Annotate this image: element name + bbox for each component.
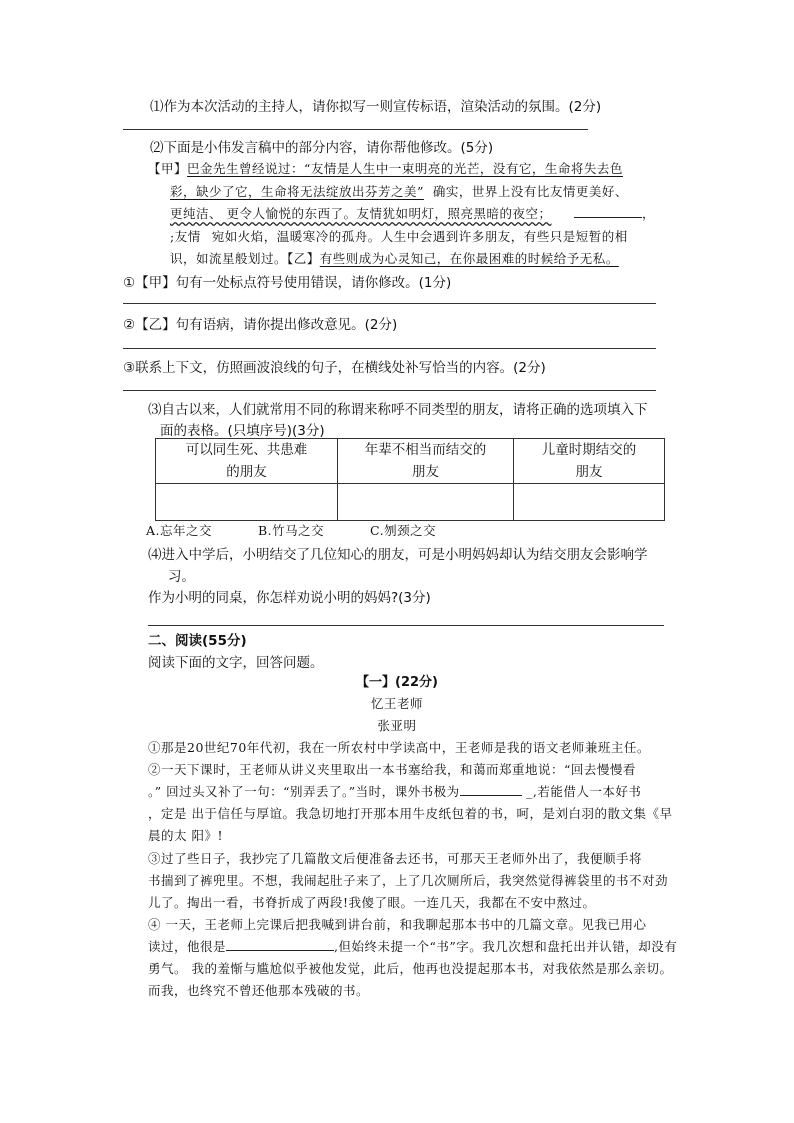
part-heading: 【一】(22分): [356, 675, 438, 690]
paragraph-2-line-4: 晨的太 阳》!: [148, 828, 223, 843]
fill-blank-2[interactable]: [205, 229, 207, 241]
fill-blank-3[interactable]: [460, 783, 522, 796]
paragraph-1: ①那是20世纪70年代初，我在一所农村中学读高中，王老师是我的语文老师兼班主任。: [148, 740, 650, 755]
question-3: ⑶自古以来，人们就常用不同的称谓来称呼不同类型的朋友，请将正确的选项填入下: [148, 402, 648, 418]
question-1: ⑴作为本次活动的主持人，请你拟写一则宣传标语，渲染活动的氛围。(2分): [150, 99, 602, 115]
friends-table: [155, 438, 665, 521]
passage-line-4: ;友情 宛如火焰，温暖寒冷的孤舟。人生中会遇到许多朋友，有些只是短暂的相: [170, 229, 628, 244]
option-b: B.竹马之交: [258, 523, 325, 538]
passage-line-3: 更纯洁、 更令人愉悦的东西了。友情犹如明灯，照亮黑暗的夜空； ，: [170, 206, 655, 221]
table-header-2: 年辈不相当而结交的 朋友: [338, 439, 514, 484]
sub-question-1: ①【甲】句有一处标点符号使用错误，请你修改。(1分): [123, 275, 452, 291]
passage-line-2: 彩，缺少了它，生命将无法绽放出芬芳之美” 确实，世界上没有比友情更美好、: [170, 184, 628, 199]
paragraph-2-line-2: 。” 回过头又补了一句：“别弄丢了。”当时，课外书极为 _,若能借人一本好书: [148, 784, 642, 799]
fill-blank-1[interactable]: [574, 205, 642, 218]
passage-line-1: 【甲】巴金先生曾经说过：“友情是人生中一束明亮的光芒，没有它，生命将失去色: [148, 161, 623, 176]
question-4: ⑷进入中学后，小明结交了几位知心的朋友，可是小明妈妈却认为结交朋友会影响学: [148, 547, 648, 563]
passage-line-5: 识，如流星般划过。【乙】有些则成为心灵知己，在你最困难的时候给予无私。: [170, 251, 619, 266]
paragraph-3-line-1: ③过了些日子，我抄完了几篇散文后便准备去还书，可那天王老师外出了，我便顺手将: [148, 851, 643, 866]
paragraph-2-line-3: ，定是 出于信任与厚谊。我急切地打开那本用牛皮纸包着的书，呵，是刘白羽的散文集《早: [148, 806, 673, 821]
option-a: A.忘年之交: [146, 523, 213, 538]
answer-line-3[interactable]: [123, 348, 656, 349]
sentence-yi: 有些则成为心灵知己，在你最困难的时候给予无私。: [319, 251, 619, 266]
table-answer-cell-3[interactable]: [514, 484, 665, 521]
paragraph-4-line-1: ④ 一天，王老师上完课后把我喊到讲台前，和我聊起那本书中的几篇文章。见我已用心: [148, 917, 647, 932]
reading-instruction: 阅读下面的文字，回答问题。: [148, 655, 324, 671]
question-4-cont: 习。: [168, 569, 195, 585]
question-2: ⑵下面是小伟发言稿中的部分内容，请你帮他修改。(5分): [150, 140, 494, 156]
answer-line-1[interactable]: [123, 129, 588, 130]
paragraph-4-line-4: 而我，也终究不曾还他那本残破的书。: [148, 983, 370, 998]
wavy-sentence: 更纯洁、 更令人愉悦的东西了。友情犹如明灯，照亮黑暗的夜空；: [170, 206, 552, 221]
paragraph-4-line-3: 勇气。 我的羞惭与尴尬似乎被他发觉，此后，他再也没提起那本书，对我依然是那么亲切。: [148, 961, 673, 976]
option-c: C.刎颈之交: [370, 523, 437, 538]
table-header-1: 可以同生死、共患难 的朋友: [156, 439, 338, 484]
paragraph-2-line-1: ②一天下课时，王老师从讲义夹里取出一本书塞给我，和蔼而郑重地说：“回去慢慢看: [148, 762, 636, 777]
article-author: 张亚明: [377, 718, 417, 733]
fill-blank-4[interactable]: [226, 938, 334, 951]
sub-question-3: ③联系上下文，仿照画波浪线的句子，在横线处补写恰当的内容。(2分): [123, 360, 546, 376]
answer-line-4[interactable]: [123, 390, 656, 391]
article-title: 忆王老师: [370, 696, 423, 711]
question-4-prompt: 作为小明的同桌，你怎样劝说小明的妈妈?(3分): [148, 590, 431, 606]
table-header-3: 儿童时期结交的 朋友: [514, 439, 665, 484]
paragraph-3-line-2: 书揣到了裤兜里。不想，我闹起肚子来了，上了几次厕所后，我突然觉得裤袋里的书不对劲: [148, 873, 669, 888]
table-answer-cell-1[interactable]: [156, 484, 338, 521]
sub-question-2: ②【乙】句有语病，请你提出修改意见。(2分): [123, 317, 398, 333]
question-3-cont: 面的表格。(只填序号)(3分): [160, 423, 325, 439]
section-heading: 二、阅读(55分): [148, 633, 247, 649]
answer-line-2[interactable]: [123, 303, 656, 304]
paragraph-3-line-3: 儿了。掏出一看，书脊折成了两段!我傻了眼。一连几天，我都在不安中熬过。: [148, 895, 596, 910]
answer-line-5[interactable]: [148, 625, 664, 626]
table-answer-cell-2[interactable]: [338, 484, 514, 521]
paragraph-4-line-2: 读过，他很是 ,但始终未提一个“书”字。我几次想和盘托出并认错，却没有: [148, 939, 678, 954]
